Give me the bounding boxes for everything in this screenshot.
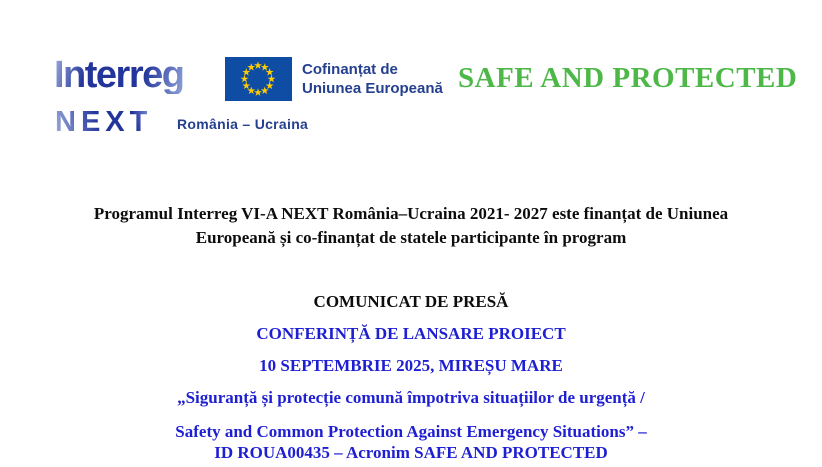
project-id-line: ID ROUA00435 – Acronim SAFE AND PROTECTED — [214, 443, 608, 462]
project-name-ro: „Siguranță și protecție comună împotriva situațiilor de urgență / — [177, 388, 645, 407]
program-area-label: România – Ucraina — [177, 116, 309, 132]
press-release-heading: COMUNICAT DE PRESĂ — [313, 292, 509, 311]
funding-statement-line1: Programul Interreg VI-A NEXT România–Ucraina 2021- 2027 este finanțat de Uniunea — [93, 204, 729, 223]
interreg-wordmark: Interreg — [54, 54, 184, 96]
eu-flag-icon — [225, 57, 292, 101]
event-date-location: 10 SEPTEMBRIE 2025, MIREȘU MARE — [259, 356, 563, 375]
funding-statement — [0, 202, 822, 250]
project-name-en-block — [0, 421, 822, 463]
eu-cofinance-line2: Uniunea Europeană — [302, 80, 443, 97]
eu-cofinance-line1: Cofinanțat de — [302, 61, 398, 78]
next-wordmark: NEXT — [55, 106, 153, 138]
event-title: CONFERINȚĂ DE LANSARE PROIECT — [256, 324, 566, 343]
project-acronym-title: SAFE AND PROTECTED — [458, 62, 798, 94]
funding-statement-line2: Europeană și co-finanțat de statele participante în program — [195, 228, 627, 247]
eu-cofinance-label — [302, 60, 443, 98]
project-name-en: Safety and Common Protection Against Emergency Situations” – — [175, 422, 647, 441]
